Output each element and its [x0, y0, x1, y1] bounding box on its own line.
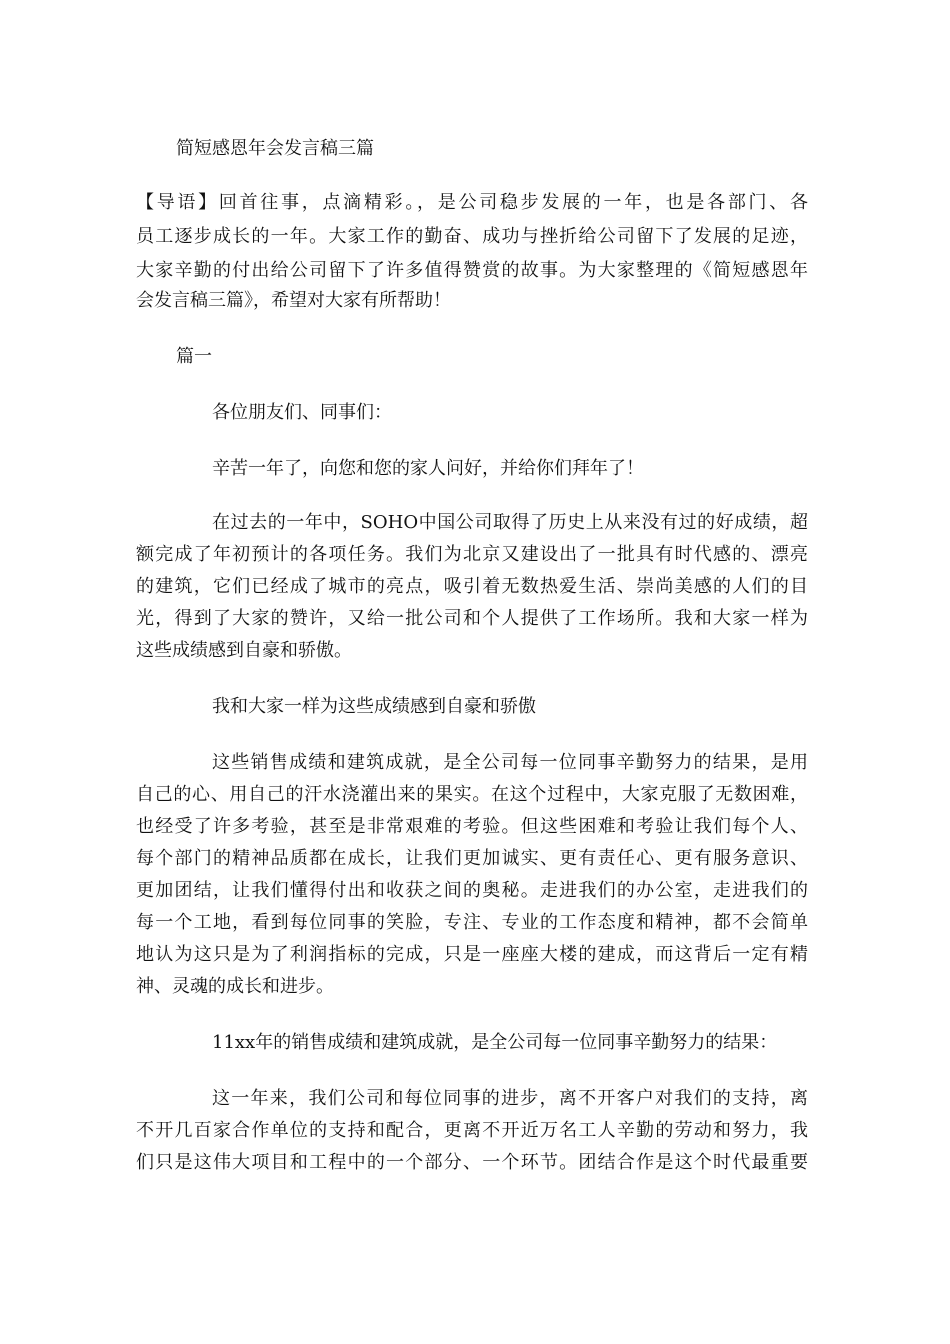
paragraph-line: 这一年来，我们公司和每位同事的进步，离不开客户对我们的支持，离 — [212, 1088, 808, 1109]
paragraph-line: 这些成绩感到自豪和骄傲。 — [136, 640, 352, 661]
paragraph-line: 自己的心、用自己的汗水浇灌出来的果实。在这个过程中，大家克服了无数困难， — [136, 784, 808, 805]
intro-line: 大家辛勤的付出给公司留下了许多值得赞赏的故事。为大家整理的《简短感恩年 — [136, 260, 808, 281]
intro-line: 员工逐步成长的一年。大家工作的勤奋、成功与挫折给公司留下了发展的足迹， — [136, 226, 808, 247]
paragraph-line: 更加团结，让我们懂得付出和收获之间的奥秘。走进我们的办公室，走进我们的 — [136, 880, 808, 901]
paragraph-line: 地认为这只是为了利润指标的完成，只是一座座大楼的建成，而这背后一定有精 — [136, 944, 808, 965]
paragraph-line: 也经受了许多考验，甚至是非常艰难的考验。但这些困难和考验让我们每个人、 — [136, 816, 808, 837]
paragraph-line: 不开几百家合作单位的支持和配合，更离不开近万名工人辛勤的劳动和努力，我 — [136, 1120, 808, 1141]
paragraph-line: 光，得到了大家的赞许，又给一批公司和个人提供了工作场所。我和大家一样为 — [136, 608, 808, 629]
paragraph-line: 额完成了年初预计的各项任务。我们为北京又建设出了一批具有时代感的、漂亮 — [136, 544, 808, 565]
paragraph-line: 这些销售成绩和建筑成就，是全公司每一位同事辛勤努力的结果，是用 — [212, 752, 808, 773]
salutation: 各位朋友们、同事们： — [212, 402, 392, 423]
paragraph-line: 每一个工地，看到每位同事的笑脸，专注、专业的工作态度和精神，都不会简单 — [136, 912, 808, 933]
paragraph-line: 神、灵魂的成长和进步。 — [136, 976, 334, 997]
section-heading: 篇一 — [176, 346, 212, 367]
greeting: 辛苦一年了，向您和您的家人问好，并给你们拜年了！ — [212, 458, 644, 479]
subheading: 我和大家一样为这些成绩感到自豪和骄傲 — [212, 696, 536, 717]
intro-line: 会发言稿三篇》，希望对大家有所帮助！ — [136, 290, 451, 311]
paragraph-line: 的建筑，它们已经成了城市的亮点，吸引着无数热爱生活、崇尚美感的人们的目 — [136, 576, 808, 597]
paragraph-line: 在过去的一年中，SOHO中国公司取得了历史上从来没有过的好成绩，超 — [212, 512, 808, 533]
intro-line: 【导语】回首往事，点滴精彩。，是公司稳步发展的一年，也是各部门、各 — [136, 192, 808, 213]
subheading: 11xx年的销售成绩和建筑成就，是全公司每一位同事辛勤努力的结果： — [212, 1032, 778, 1053]
paragraph-line: 每个部门的精神品质都在成长，让我们更加诚实、更有责任心、更有服务意识、 — [136, 848, 808, 869]
paragraph-line: 们只是这伟大项目和工程中的一个部分、一个环节。团结合作是这个时代最重要 — [136, 1152, 808, 1173]
document-title: 简短感恩年会发言稿三篇 — [176, 138, 374, 159]
